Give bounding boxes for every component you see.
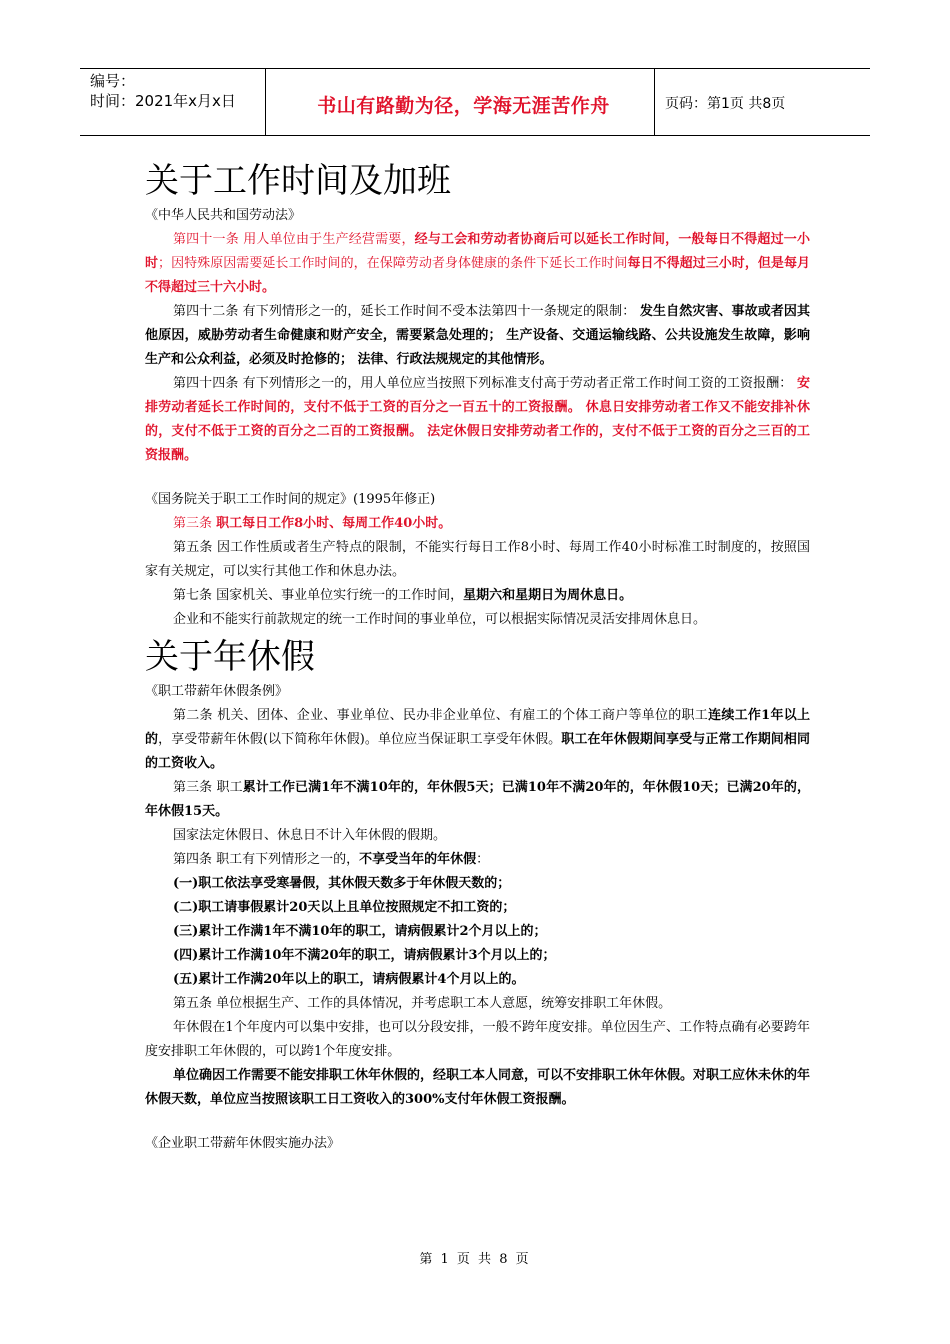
article-42: 第四十二条 有下列情形之一的，延长工作时间不受本法第四十一条规定的限制： 发生自然灾害、事故或者因其他原因，威胁劳动者生命健康和财产安全，需要紧急处理的； 生产设备、交通运输线路、公共设施发生故障，影响生产和公众利益，必须及时抢修的； 法律、行政法规规定的其他情形。: [145, 304, 810, 367]
section-title-annual-leave: 关于年休假: [145, 637, 315, 677]
page-header: [80, 68, 870, 136]
article-5-hours: 第五条 因工作性质或者生产特点的限制，不能实行每日工作8小时、每周工作40小时标准工时制度的，按照国家有关规定，可以实行其他工作和休息办法。: [145, 540, 810, 579]
section-title-working-hours: 关于工作时间及加班: [145, 161, 451, 201]
page-footer: 第 1 页 共 8 页: [419, 1252, 531, 1267]
leave-article-3-paragraph-2: 国家法定休假日、休息日不计入年休假的假期。: [173, 828, 447, 843]
doc-time-label: 时间：2021年x月x日: [90, 92, 236, 110]
leave-item-3: (三)累计工作满1年不满10年的职工，请病假累计2个月以上的；: [173, 924, 547, 939]
leave-item-4: (四)累计工作满10年不满20年的职工，请病假累计3个月以上的；: [173, 948, 556, 963]
header-divider-right: [654, 69, 655, 135]
source-annual-leave-regulation: 《职工带薪年休假条例》: [145, 684, 289, 699]
header-motto: 书山有路勤为径，学海无涯苦作舟: [317, 95, 610, 117]
source-state-council-rules: 《国务院关于职工工作时间的规定》(1995年修正): [145, 492, 436, 507]
leave-article-4: 第四条 职工有下列情形之一的，不享受当年的年休假：: [173, 852, 490, 867]
leave-article-5-paragraph-2: 年休假在1个年度内可以集中安排，也可以分段安排，一般不跨年度安排。单位因生产、工作特点确有必要跨年度安排职工年休假的，可以跨1个年度安排。: [145, 1020, 810, 1059]
leave-item-1: (一)职工依法享受寒暑假，其休假天数多于年休假天数的；: [173, 876, 511, 891]
leave-article-3: 第三条 职工累计工作已满1年不满10年的，年休假5天；已满10年不满20年的，年休假10天；已满20年的，年休假15天。: [145, 780, 810, 819]
leave-item-5: (五)累计工作满20年以上的职工，请病假累计4个月以上的。: [173, 972, 525, 987]
article-41: 第四十一条 用人单位由于生产经营需要，经与工会和劳动者协商后可以延长工作时间，一般每日不得超过一小时；因特殊原因需要延长工作时间的，在保障劳动者身体健康的条件下延长工作时间每日不得超过三小时，但是每月不得超过三十六小时。: [145, 232, 810, 295]
source-labor-law: 《中华人民共和国劳动法》: [145, 208, 302, 223]
source-enterprise-leave-measures: 《企业职工带薪年休假实施办法》: [145, 1136, 341, 1151]
article-44: 第四十四条 有下列情形之一的，用人单位应当按照下列标准支付高于劳动者正常工作时间工资的工资报酬： 安排劳动者延长工作时间的，支付不低于工资的百分之一百五十的工资报酬。 休息日安排劳动者工作又不能安排补休的，支付不低于工资的百分之二百的工资报酬。 法定休假日安排劳动者工作的，支付不低于工资的百分之三百的工资报酬。: [145, 376, 810, 463]
leave-item-2: (二)职工请事假累计20天以上且单位按照规定不扣工资的；: [173, 900, 516, 915]
article-3-hours: 第三条 职工每日工作8小时、每周工作40小时。: [173, 516, 452, 531]
header-divider-left: [265, 69, 266, 135]
doc-number-label: 编号：: [90, 72, 136, 90]
leave-article-5: 第五条 单位根据生产、工作的具体情况，并考虑职工本人意愿，统筹安排职工年休假。: [173, 996, 672, 1011]
leave-article-2: 第二条 机关、团体、企业、事业单位、民办非企业单位、有雇工的个体工商户等单位的职工连续工作1年以上的，享受带薪年休假(以下简称年休假)。单位应当保证职工享受年休假。职工在年休假期间享受与正常工作期间相同的工资收入。: [145, 708, 810, 771]
article-7-hours: 第七条 国家机关、事业单位实行统一的工作时间，星期六和星期日为周休息日。: [173, 588, 633, 603]
article-7-paragraph-2: 企业和不能实行前款规定的统一工作时间的事业单位，可以根据实际情况灵活安排周休息日。: [173, 612, 707, 627]
document-body: [145, 160, 810, 1156]
header-page-code: 页码：第1页 共8页: [665, 96, 786, 112]
leave-article-5-paragraph-3: 单位确因工作需要不能安排职工休年休假的，经职工本人同意，可以不安排职工休年休假。对职工应休未休的年休假天数，单位应当按照该职工日工资收入的300%支付年休假工资报酬。: [145, 1068, 811, 1107]
header-meta: [90, 71, 236, 111]
